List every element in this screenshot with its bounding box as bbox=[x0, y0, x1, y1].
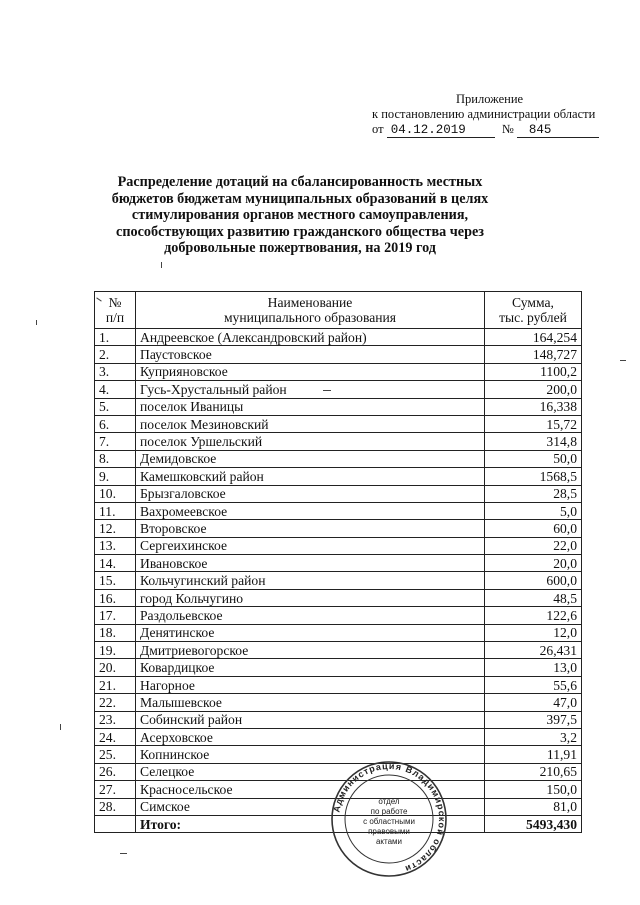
row-num: 19. bbox=[95, 642, 136, 659]
row-sum: 600,0 bbox=[485, 572, 582, 589]
row-sum: 47,0 bbox=[485, 694, 582, 711]
table-row bbox=[95, 329, 582, 346]
scan-mark bbox=[620, 360, 626, 361]
table-row bbox=[95, 555, 582, 572]
table-row bbox=[95, 381, 582, 398]
header-name: Наименование муниципального образования bbox=[136, 292, 485, 329]
row-num: 21. bbox=[95, 676, 136, 693]
table-row bbox=[95, 468, 582, 485]
row-sum: 81,0 bbox=[485, 798, 582, 815]
row-sum: 28,5 bbox=[485, 485, 582, 502]
row-num: 28. bbox=[95, 798, 136, 815]
row-num: 12. bbox=[95, 520, 136, 537]
scan-mark bbox=[120, 853, 127, 854]
row-num: 9. bbox=[95, 468, 136, 485]
row-name: Собинский район bbox=[136, 711, 485, 728]
row-sum: 20,0 bbox=[485, 555, 582, 572]
row-sum: 3,2 bbox=[485, 728, 582, 745]
distribution-table bbox=[94, 291, 582, 833]
row-num: 6. bbox=[95, 415, 136, 432]
row-name: поселок Уршельский bbox=[136, 433, 485, 450]
decree-date: 04.12.2019 bbox=[387, 124, 495, 138]
table-row bbox=[95, 624, 582, 641]
table-row bbox=[95, 537, 582, 554]
stamp-line4: правовыми bbox=[368, 827, 410, 836]
row-name: Сергеихинское bbox=[136, 537, 485, 554]
row-sum: 12,0 bbox=[485, 624, 582, 641]
row-num: 11. bbox=[95, 502, 136, 519]
decree-number: 845 bbox=[517, 124, 599, 138]
table-row bbox=[95, 450, 582, 467]
table-row bbox=[95, 520, 582, 537]
table-row bbox=[95, 346, 582, 363]
number-prefix: № bbox=[501, 122, 514, 136]
row-sum: 16,338 bbox=[485, 398, 582, 415]
table-row bbox=[95, 398, 582, 415]
row-name: Ковардицкое bbox=[136, 659, 485, 676]
scan-mark bbox=[161, 262, 162, 268]
appendix-subtitle: к постановлению администрации области bbox=[372, 107, 596, 121]
row-num: 25. bbox=[95, 746, 136, 763]
table-row bbox=[95, 363, 582, 380]
table-row bbox=[95, 572, 582, 589]
row-name: Нагорное bbox=[136, 676, 485, 693]
row-name: Малышевское bbox=[136, 694, 485, 711]
table-row bbox=[95, 694, 582, 711]
row-sum: 5,0 bbox=[485, 502, 582, 519]
row-sum: 26,431 bbox=[485, 642, 582, 659]
total-label: Итого: bbox=[136, 815, 485, 832]
row-name: Второвское bbox=[136, 520, 485, 537]
row-name: Асерховское bbox=[136, 728, 485, 745]
row-num: 5. bbox=[95, 398, 136, 415]
total-sum: 5493,430 bbox=[485, 815, 582, 832]
header-num: № п/п bbox=[95, 292, 136, 329]
row-name: Вахромеевское bbox=[136, 502, 485, 519]
appendix-block bbox=[370, 92, 610, 138]
table-row bbox=[95, 485, 582, 502]
row-num: 2. bbox=[95, 346, 136, 363]
row-num: 23. bbox=[95, 711, 136, 728]
document-title: Распределение дотаций на сбалансированность местных бюджетов бюджетам муниципальных образований в целях стимулирования органов местного самоуправления, способствующих развитию гражданского общества через добровольные пожертвования, на 2019 год bbox=[111, 174, 489, 256]
row-sum: 200,0 bbox=[485, 381, 582, 398]
row-sum: 164,254 bbox=[485, 329, 582, 346]
row-name: Кольчугинский район bbox=[136, 572, 485, 589]
row-name: Гусь-Хрустальный район bbox=[136, 381, 485, 398]
row-num: 26. bbox=[95, 763, 136, 780]
row-sum: 210,65 bbox=[485, 763, 582, 780]
row-num: 13. bbox=[95, 537, 136, 554]
table-header-row bbox=[95, 292, 582, 329]
header-sum: Сумма, тыс. рублей bbox=[485, 292, 582, 329]
appendix-title: Приложение bbox=[456, 92, 524, 106]
row-name: Раздольевское bbox=[136, 607, 485, 624]
row-sum: 150,0 bbox=[485, 781, 582, 798]
scan-mark bbox=[60, 724, 61, 730]
row-sum: 122,6 bbox=[485, 607, 582, 624]
row-name: Андреевское (Александровский район) bbox=[136, 329, 485, 346]
row-name: Селецкое bbox=[136, 763, 485, 780]
row-name: Камешковский район bbox=[136, 468, 485, 485]
stamp-line1: отдел bbox=[378, 797, 400, 806]
row-sum: 50,0 bbox=[485, 450, 582, 467]
row-num: 1. bbox=[95, 329, 136, 346]
row-sum: 13,0 bbox=[485, 659, 582, 676]
row-sum: 11,91 bbox=[485, 746, 582, 763]
row-num: 20. bbox=[95, 659, 136, 676]
row-num: 24. bbox=[95, 728, 136, 745]
row-num: 18. bbox=[95, 624, 136, 641]
stamp-line5: актами bbox=[375, 837, 403, 846]
row-num: 17. bbox=[95, 607, 136, 624]
row-num: 14. bbox=[95, 555, 136, 572]
row-sum: 15,72 bbox=[485, 415, 582, 432]
appendix-date-line bbox=[370, 122, 610, 138]
row-name: поселок Иваницы bbox=[136, 398, 485, 415]
row-num: 8. bbox=[95, 450, 136, 467]
table-row bbox=[95, 642, 582, 659]
table-row bbox=[95, 676, 582, 693]
row-sum: 1100,2 bbox=[485, 363, 582, 380]
table-row bbox=[95, 659, 582, 676]
row-sum: 60,0 bbox=[485, 520, 582, 537]
row-sum: 55,6 bbox=[485, 676, 582, 693]
table-row bbox=[95, 728, 582, 745]
row-name: Паустовское bbox=[136, 346, 485, 363]
row-sum: 1568,5 bbox=[485, 468, 582, 485]
table-row bbox=[95, 711, 582, 728]
row-sum: 22,0 bbox=[485, 537, 582, 554]
row-name: Красносельское bbox=[136, 781, 485, 798]
row-name: Симское bbox=[136, 798, 485, 815]
row-name: поселок Мезиновский bbox=[136, 415, 485, 432]
row-name: Демидовское bbox=[136, 450, 485, 467]
row-num: 7. bbox=[95, 433, 136, 450]
row-name: Куприяновское bbox=[136, 363, 485, 380]
row-name: Денятинское bbox=[136, 624, 485, 641]
row-num: 16. bbox=[95, 589, 136, 606]
row-name: Брызгаловское bbox=[136, 485, 485, 502]
row-num: 10. bbox=[95, 485, 136, 502]
table-row bbox=[95, 502, 582, 519]
row-sum: 48,5 bbox=[485, 589, 582, 606]
table-row bbox=[95, 589, 582, 606]
stamp-ring-text: Администрация Владимирской области bbox=[331, 760, 448, 875]
table-row bbox=[95, 607, 582, 624]
row-sum: 148,727 bbox=[485, 346, 582, 363]
row-num: 27. bbox=[95, 781, 136, 798]
row-num: 4. bbox=[95, 381, 136, 398]
row-name: город Кольчугино bbox=[136, 589, 485, 606]
table-body bbox=[95, 329, 582, 816]
stamp-line3: с областными bbox=[363, 817, 415, 826]
table-row bbox=[95, 433, 582, 450]
table-row bbox=[95, 415, 582, 432]
official-stamp bbox=[330, 760, 448, 878]
row-num: 22. bbox=[95, 694, 136, 711]
stamp-line2: по работе bbox=[370, 807, 408, 816]
row-sum: 397,5 bbox=[485, 711, 582, 728]
date-prefix: от bbox=[372, 122, 384, 136]
row-name: Копнинское bbox=[136, 746, 485, 763]
row-name: Ивановское bbox=[136, 555, 485, 572]
row-name: Дмитриевогорское bbox=[136, 642, 485, 659]
row-num: 15. bbox=[95, 572, 136, 589]
scan-mark bbox=[36, 320, 37, 325]
scan-mark bbox=[323, 390, 331, 391]
row-num: 3. bbox=[95, 363, 136, 380]
total-num-cell bbox=[95, 815, 136, 832]
row-sum: 314,8 bbox=[485, 433, 582, 450]
